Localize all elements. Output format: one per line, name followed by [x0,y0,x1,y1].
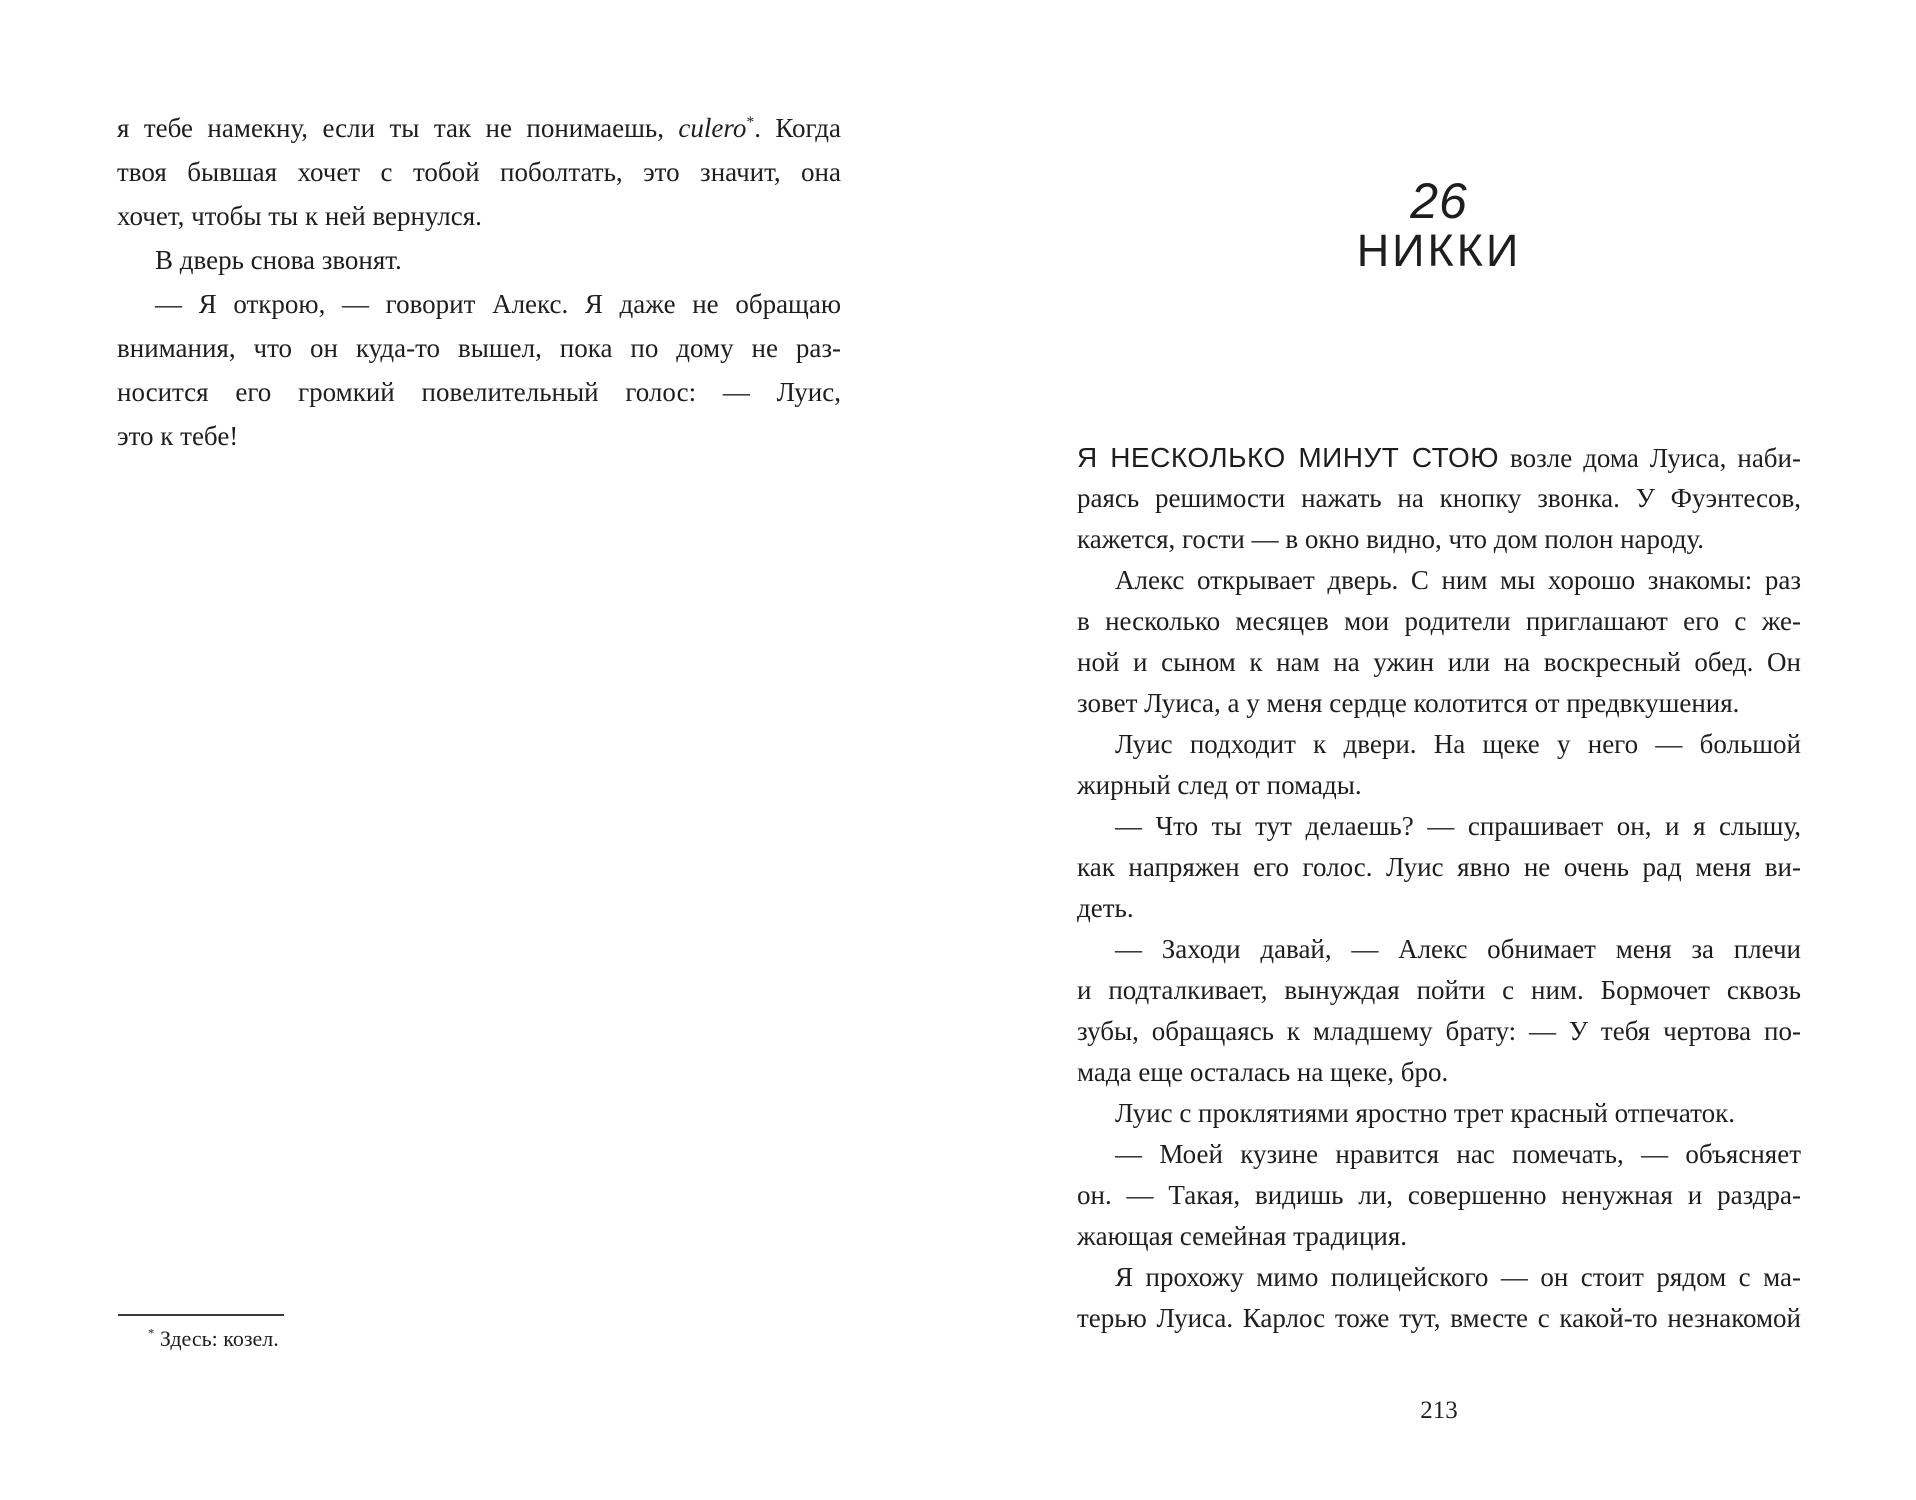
text-line: внимания, что он куда-то вышел, пока по дому не раз- [117,333,841,363]
line-text: . Когда [754,113,842,143]
foreign-word: culero [678,113,747,143]
text-line: раясь решимости нажать на кнопку звонка. У Фуэнтесов, [1077,483,1801,513]
footnote-rule [118,1314,284,1316]
text-line: — Что ты тут делаешь? — спрашивает он, и я слышу, [1115,811,1801,841]
text-line: жирный след от помады. [1077,770,1362,800]
text-line [117,106,841,150]
text-line: — Заходи давай, — Алекс обнимает меня за плечи [1115,934,1801,964]
text-line: это к тебе! [117,421,239,451]
chapter-number: 26 [1410,173,1468,229]
text-line: Луис с проклятиями яростно трет красный отпечаток. [1115,1098,1735,1128]
chapter-heading [1077,175,1801,275]
text-line: он. — Такая, видишь ли, совершенно ненужная и раздра- [1077,1180,1801,1210]
text-line: хочет, чтобы ты к ней вернулся. [117,201,482,231]
footnote [118,1322,718,1356]
text-line: как напряжен его голос. Луис явно не очень рад меня ви- [1077,852,1801,882]
text-line: — Моей кузине нравится нас помечать, — объясняет [1115,1139,1801,1169]
footnote-marker: * [148,1326,155,1341]
text-line: Луис подходит к двери. На щеке у него — большой [1115,729,1801,759]
right-page-text [1077,437,1801,1339]
left-page-text [117,106,841,458]
text-line: мада еще осталась на щеке, бро. [1077,1057,1449,1087]
text-line: зубы, обращаясь к младшему брату: — У тебя чертова по- [1077,1016,1801,1046]
text-line: ной и сыном к нам на ужин или на воскресный обед. Он [1077,647,1801,677]
text-line [1077,437,1801,478]
text-line: В дверь снова звонят. [155,245,402,275]
chapter-title: НИККИ [1356,225,1522,276]
text-line: жающая семейная традиция. [1077,1221,1408,1251]
text-line: — Я открою, — говорит Алекс. Я даже не обращаю [155,289,841,319]
text-line: зовет Луиса, а у меня сердце колотится от предвкушения. [1077,688,1740,718]
footnote-marker: * [746,114,755,131]
text-line: терью Луиса. Карлос тоже тут, вместе с какой-то незнакомой [1077,1303,1801,1333]
text-line: в несколько месяцев мои родители приглашают его с же- [1077,606,1801,636]
text-line: твоя бывшая хочет с тобой поболтать, это значит, она [117,157,841,187]
text-line: носится его громкий повелительный голос: — Луис, [117,377,841,407]
footnote-text: Здесь: козел. [154,1326,279,1351]
text-line: кажется, гости — в окно видно, что дом полон народу. [1077,524,1705,554]
line-text: я тебе намекну, если ты так не понимаешь, [117,113,679,143]
lead-in-caps: Я НЕСКОЛЬКО МИНУТ СТОЮ [1077,442,1500,473]
line-text: возле дома Луиса, наби- [1499,443,1801,473]
text-line: деть. [1077,893,1134,923]
text-line: Я прохожу мимо полицейского — он стоит рядом с ма- [1115,1262,1801,1292]
page-number: 213 [1420,1397,1458,1424]
text-line: Алекс открывает дверь. С ним мы хорошо знакомы: раз [1115,565,1801,595]
text-line: и подталкивает, вынуждая пойти с ним. Бормочет сквозь [1077,975,1801,1005]
